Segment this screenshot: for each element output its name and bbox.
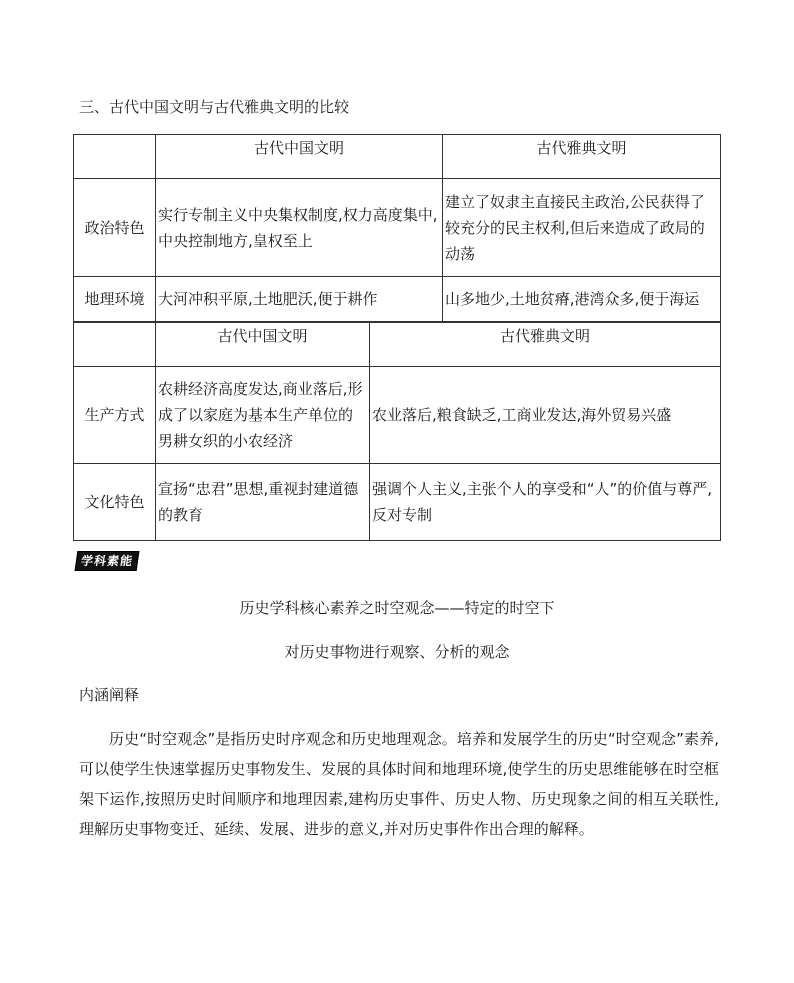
header-athens: 古代雅典文明: [443, 135, 721, 179]
row-label: 文化特色: [74, 464, 156, 541]
comparison-table-1: [73, 134, 721, 322]
china-cell: 大河冲积平原,土地肥沃,便于耕作: [156, 277, 443, 322]
core-title-line2: 对历史事物进行观察、分析的观念: [284, 643, 510, 661]
table-row: [74, 277, 721, 322]
row-label: 地理环境: [74, 277, 156, 322]
core-title-line1: 历史学科核心素养之时空观念——特定的时空下: [239, 599, 555, 617]
athens-cell: 山多地少,土地贫瘠,港湾众多,便于海运: [443, 277, 721, 322]
header-china: 古代中国文明: [156, 323, 370, 367]
header-china: 古代中国文明: [156, 135, 443, 179]
china-cell: 农耕经济高度发达,商业落后,形成了以家庭为基本生产单位的男耕女织的小农经济: [156, 367, 370, 464]
comparison-table-2: [73, 322, 721, 541]
section-title: 三、古代中国文明与古代雅典文明的比较: [79, 98, 350, 116]
subhead: 内涵阐释: [79, 686, 140, 704]
athens-cell: 强调个人主义,主张个人的享受和“人”的价值与尊严,反对专制: [370, 464, 721, 541]
row-label: 政治特色: [74, 179, 156, 277]
header-athens: 古代雅典文明: [370, 323, 721, 367]
header-empty-cell: [74, 323, 156, 367]
body-paragraph: 历史“时空观念”是指历史时序观念和历史地理观念。培养和发展学生的历史“时空观念”素养,可以使学生快速掌握历史事物发生、发展的具体时间和地理环境,使学生的历史思维能够在时空框架下运作,按照历史时间顺序和地理因素,建构历史事件、历史人物、历史现象之间的相互关联性,理解历史事物变迁、延续、发展、进步的意义,并对历史事件作出合理的解释。: [79, 730, 719, 838]
table-row: [74, 367, 721, 464]
athens-cell: 农业落后,粮食缺乏,工商业发达,海外贸易兴盛: [370, 367, 721, 464]
header-empty-cell: [74, 135, 156, 179]
table-header-row: [74, 135, 721, 179]
athens-cell: 建立了奴隶主直接民主政治,公民获得了较充分的民主权利,但后来造成了政局的动荡: [443, 179, 721, 277]
table-header-row: [74, 323, 721, 367]
china-cell: 宣扬“忠君”思想,重视封建道德的教育: [156, 464, 370, 541]
table-row: [74, 179, 721, 277]
table-row: [74, 464, 721, 541]
subject-badge: 学科素能: [75, 551, 140, 571]
china-cell: 实行专制主义中央集权制度,权力高度集中,中央控制地方,皇权至上: [156, 179, 443, 277]
row-label: 生产方式: [74, 367, 156, 464]
